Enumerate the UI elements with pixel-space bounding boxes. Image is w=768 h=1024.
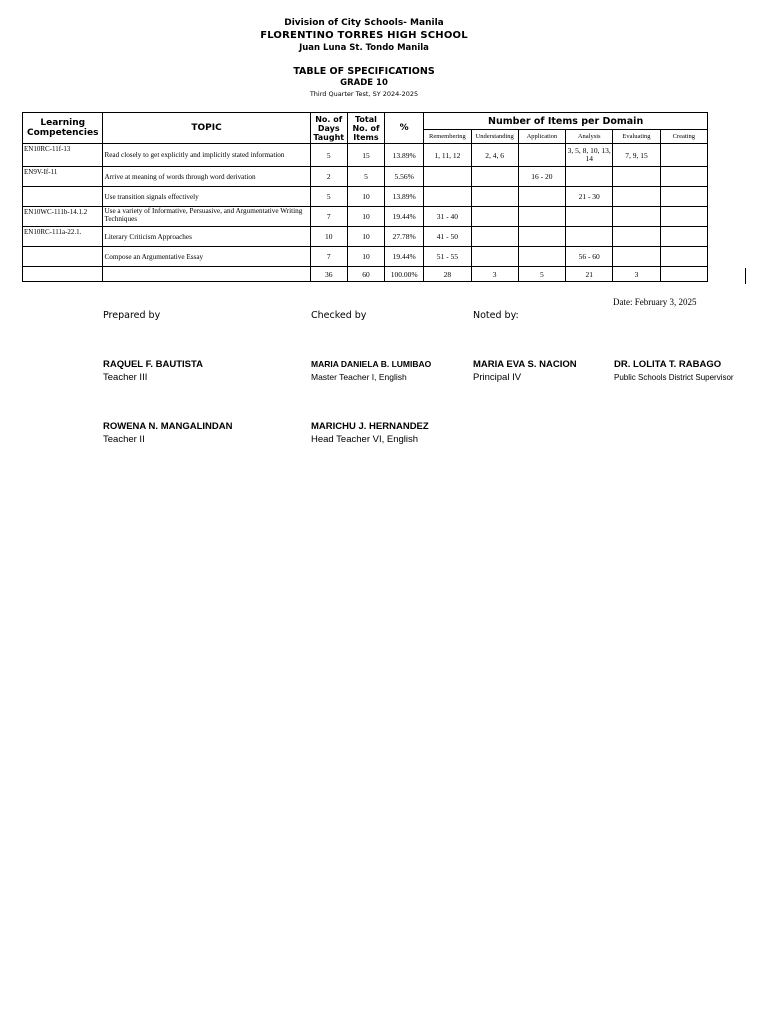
percent-cell: 19.44% xyxy=(385,207,424,227)
percent-cell: 13.89% xyxy=(385,187,424,207)
understanding-cell xyxy=(471,167,518,187)
application-cell xyxy=(518,247,565,267)
days-cell: 5 xyxy=(310,187,347,207)
understanding-cell xyxy=(471,227,518,247)
header-remembering: Remembering xyxy=(424,130,471,144)
remembering-cell: 31 - 40 xyxy=(424,207,471,227)
header-domain: Number of Items per Domain xyxy=(424,113,708,130)
table-row xyxy=(23,207,708,227)
percent-cell: 19.44% xyxy=(385,247,424,267)
total-percent: 100.00% xyxy=(385,267,424,282)
remembering-cell xyxy=(424,167,471,187)
application-cell xyxy=(518,207,565,227)
days-cell: 7 xyxy=(310,247,347,267)
days-cell: 2 xyxy=(310,167,347,187)
competency-code: EN10RC-11f-13 xyxy=(23,144,103,167)
total-remembering: 28 xyxy=(424,267,471,282)
table-row xyxy=(23,247,708,267)
grade-level: GRADE 10 xyxy=(340,78,388,88)
total-evaluating: 3 xyxy=(613,267,660,282)
competency-code: EN10WC-111b-14.1.2 xyxy=(23,207,103,227)
total-analysis: 21 xyxy=(566,267,613,282)
evaluating-cell xyxy=(613,227,660,247)
table-row xyxy=(23,187,708,207)
signatory-name: MARIA EVA S. NACION xyxy=(473,359,577,370)
totals-code-cell xyxy=(23,267,103,282)
header-percent: % xyxy=(385,113,424,144)
creating-cell xyxy=(660,227,707,247)
document-title: TABLE OF SPECIFICATIONS xyxy=(293,66,435,77)
creating-cell xyxy=(660,167,707,187)
creating-cell xyxy=(660,247,707,267)
signatory-name: ROWENA N. MANGALINDAN xyxy=(103,421,233,432)
topic-cell: Literary Criticism Approaches xyxy=(103,227,310,247)
totals-topic-cell xyxy=(103,267,310,282)
analysis-cell: 21 - 30 xyxy=(566,187,613,207)
header-row xyxy=(23,113,708,130)
total-understanding: 3 xyxy=(471,267,518,282)
header-creating: Creating xyxy=(660,130,707,144)
header-topic: TOPIC xyxy=(103,113,310,144)
items-cell: 15 xyxy=(347,144,384,167)
header-competencies: Learning Competencies xyxy=(23,113,103,144)
topic-cell: Use transition signals effectively xyxy=(103,187,310,207)
header-understanding: Understanding xyxy=(471,130,518,144)
signatory-name: MARIA DANIELA B. LUMIBAO xyxy=(311,359,432,369)
header-days: No. of Days Taught xyxy=(310,113,347,144)
analysis-cell xyxy=(566,207,613,227)
percent-cell: 13.89% xyxy=(385,144,424,167)
understanding-cell xyxy=(471,247,518,267)
topic-cell: Arrive at meaning of words through word derivation xyxy=(103,167,310,187)
table-row xyxy=(23,227,708,247)
days-cell: 10 xyxy=(310,227,347,247)
signatory-position: Public Schools District Supervisor xyxy=(614,373,734,382)
evaluating-cell xyxy=(613,247,660,267)
totals-row xyxy=(23,267,708,282)
understanding-cell xyxy=(471,207,518,227)
prepared-by-label: Prepared by xyxy=(103,310,161,321)
percent-cell: 27.78% xyxy=(385,227,424,247)
creating-cell xyxy=(660,187,707,207)
days-cell: 7 xyxy=(310,207,347,227)
topic-cell: Use a variety of Informative, Persuasive, and Argumentative Writing Techniques xyxy=(103,207,310,227)
signatory-name: MARICHU J. HERNANDEZ xyxy=(311,421,429,432)
understanding-cell: 2, 4, 6 xyxy=(471,144,518,167)
text-cursor-mark xyxy=(745,268,746,284)
items-cell: 5 xyxy=(347,167,384,187)
header-items: Total No. of Items xyxy=(347,113,384,144)
signatory-position: Head Teacher VI, English xyxy=(311,434,419,445)
noted-by-label: Noted by: xyxy=(473,310,519,321)
competency-code: EN10RC-111a-22.1. xyxy=(23,227,103,247)
total-application: 5 xyxy=(518,267,565,282)
items-cell: 10 xyxy=(347,207,384,227)
total-creating xyxy=(660,267,707,282)
signatory-name: DR. LOLITA T. RABAGO xyxy=(614,359,722,370)
items-cell: 10 xyxy=(347,227,384,247)
competency-code: EN9V-If-11 xyxy=(23,167,103,187)
document-date: Date: February 3, 2025 xyxy=(613,297,697,307)
percent-cell: 5.56% xyxy=(385,167,424,187)
table-row xyxy=(23,144,708,167)
competency-code xyxy=(23,187,103,207)
evaluating-cell xyxy=(613,187,660,207)
remembering-cell: 51 - 55 xyxy=(424,247,471,267)
division-name: Division of City Schools- Manila xyxy=(284,18,444,28)
creating-cell xyxy=(660,207,707,227)
application-cell xyxy=(518,144,565,167)
header-application: Application xyxy=(518,130,565,144)
test-subtitle: Third Quarter Test, SY 2024-2025 xyxy=(309,90,419,98)
school-name: FLORENTINO TORRES HIGH SCHOOL xyxy=(260,30,468,41)
remembering-cell: 1, 11, 12 xyxy=(424,144,471,167)
total-items: 60 xyxy=(347,267,384,282)
analysis-cell: 3, 5, 8, 10, 13, 14 xyxy=(566,144,613,167)
checked-by-label: Checked by xyxy=(311,310,367,321)
total-days: 36 xyxy=(310,267,347,282)
table-row xyxy=(23,167,708,187)
evaluating-cell xyxy=(613,207,660,227)
signatory-position: Teacher III xyxy=(103,372,148,383)
signatory-position: Principal IV xyxy=(473,372,522,383)
topic-cell: Read closely to get explicitly and implicitly stated information xyxy=(103,144,310,167)
analysis-cell: 56 - 60 xyxy=(566,247,613,267)
specifications-table xyxy=(22,112,708,282)
signatory-name: RAQUEL F. BAUTISTA xyxy=(103,359,203,370)
competency-code xyxy=(23,247,103,267)
days-cell: 5 xyxy=(310,144,347,167)
topic-cell: Compose an Argumentative Essay xyxy=(103,247,310,267)
application-cell: 16 - 20 xyxy=(518,167,565,187)
items-cell: 10 xyxy=(347,247,384,267)
analysis-cell xyxy=(566,167,613,187)
signatory-position: Master Teacher I, English xyxy=(311,372,407,382)
creating-cell xyxy=(660,144,707,167)
header-evaluating: Evaluating xyxy=(613,130,660,144)
remembering-cell: 41 - 50 xyxy=(424,227,471,247)
evaluating-cell xyxy=(613,167,660,187)
items-cell: 10 xyxy=(347,187,384,207)
header-analysis: Analysis xyxy=(566,130,613,144)
school-address: Juan Luna St. Tondo Manila xyxy=(299,43,429,53)
application-cell xyxy=(518,227,565,247)
analysis-cell xyxy=(566,227,613,247)
understanding-cell xyxy=(471,187,518,207)
evaluating-cell: 7, 9, 15 xyxy=(613,144,660,167)
remembering-cell xyxy=(424,187,471,207)
signatory-position: Teacher II xyxy=(103,434,145,445)
application-cell xyxy=(518,187,565,207)
